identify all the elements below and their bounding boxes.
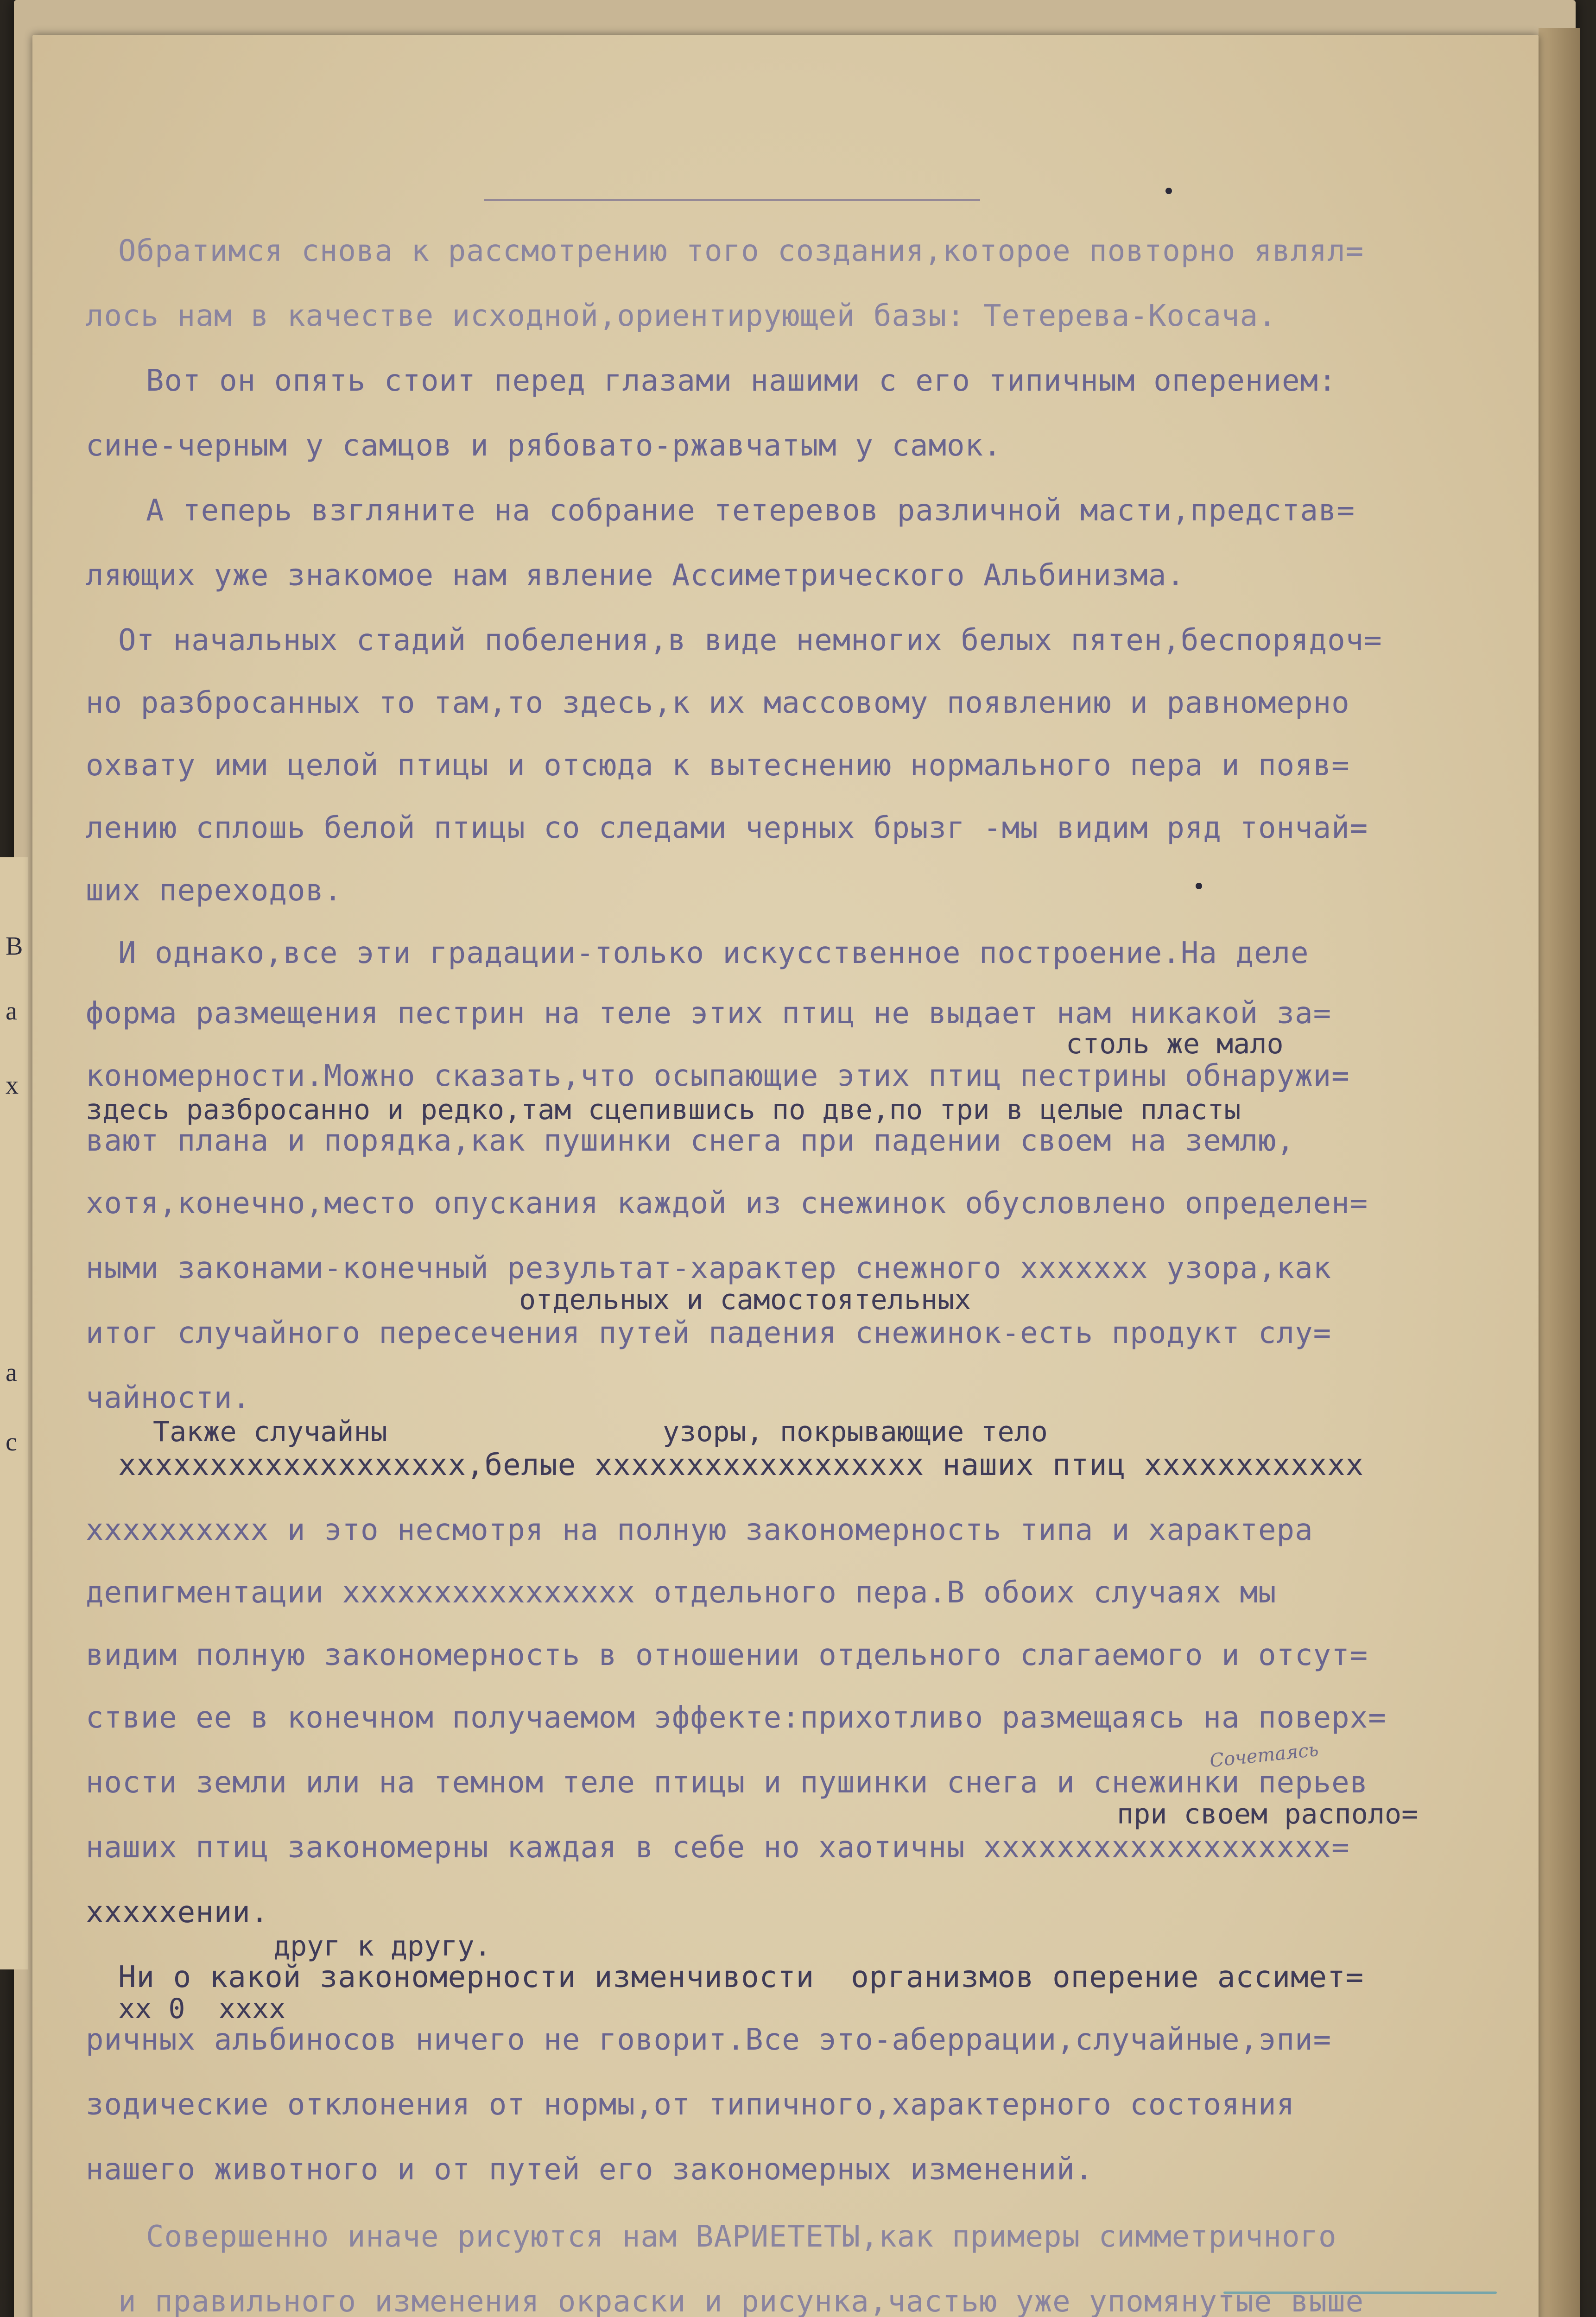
text-line: xxxxxении.	[86, 1895, 269, 1930]
text-line: нашего животного и от путей его закономерных изменений.	[86, 2152, 1094, 2187]
margin-mark: х	[6, 1071, 19, 1100]
text-line: Ни о какой закономерности изменчивости организмов оперение ассимет=	[118, 1960, 1364, 1994]
margin-mark: В	[6, 932, 23, 961]
text-line: xxxxxxxxxxxxxxxxxxx,белые xxxxxxxxxxxxxxxxxx наших птиц xxxxxxxxxxxx	[118, 1448, 1364, 1482]
text-line: ляющих уже знакомое нам явление Ассиметрического Альбинизма.	[86, 558, 1185, 593]
interlinear-insertion: Также случайны	[153, 1416, 387, 1448]
text-line: видим полную закономерность в отношении отдельного слагаемого и отсут=	[86, 1638, 1368, 1672]
margin-mark: а	[6, 1358, 17, 1387]
text-line: депигментации xxxxxxxxxxxxxxxx отдельного пера.В обоих случаях мы	[86, 1576, 1277, 1610]
margin-mark: а	[6, 997, 17, 1026]
text-line: наших птиц закономерны каждая в себе но хаотичны xxxxxxxxxxxxxxxxxxx=	[86, 1830, 1350, 1865]
interlinear-insertion: столь же мало	[1066, 1028, 1284, 1060]
text-line: ности земли или на темном теле птицы и пушинки снега и снежинки перьев	[86, 1766, 1368, 1800]
interlinear-insertion: отдельных и самостоятельных	[519, 1284, 971, 1316]
text-line: лению сплошь белой птицы со следами черных брызг -мы видим ряд тончай=	[86, 811, 1368, 845]
text-line: зодические отклонения от нормы,от типичного,характерного состояния	[86, 2088, 1295, 2122]
left-margin-fragment	[0, 857, 28, 1969]
text-line: кономерности.Можно сказать,что осыпающие этих птиц пестрины обнаружи=	[86, 1059, 1350, 1093]
interlinear-insertion: друг к другу.	[273, 1930, 491, 1962]
text-line: лось нам в качестве исходной,ориентирующей базы: Тетерева-Косача.	[86, 299, 1277, 333]
right-folder-edge	[1539, 28, 1580, 2317]
text-line: чайности.	[86, 1381, 251, 1415]
text-line: И однако,все эти градации-только искусственное построение.На деле	[118, 936, 1309, 970]
text-line: А теперь взгляните на собрание тетеревов различной масти,представ=	[146, 494, 1355, 528]
text-line: Вот он опять стоит перед глазами нашими с его типичным оперением:	[146, 364, 1337, 398]
interlinear-insertion: узоры, покрывающие тело	[663, 1416, 1048, 1448]
text-line: итог случайного пересечения путей падения снежинок-есть продукт слу=	[86, 1316, 1332, 1350]
text-line: хотя,конечно,место опускания каждой из снежинок обусловлено определен=	[86, 1186, 1368, 1221]
ink-spot	[1165, 188, 1172, 194]
text-line: охвату ими целой птицы и отсюда к вытеснению нормального пера и появ=	[86, 748, 1350, 783]
interlinear-insertion: здесь разбросанно и редко,там сцепившись по две,по три в целые пласты	[86, 1094, 1241, 1126]
text-line: ствие ее в конечном получаемом эффекте:прихотливо размещаясь на поверх=	[86, 1701, 1387, 1735]
text-line: Обратимся снова к рассмотрению того создания,которое повторно являл=	[118, 234, 1364, 268]
text-line: ными законами-конечный результат-характер снежного xxxxxxx узора,как	[86, 1251, 1332, 1285]
text-line: ричных альбиносов ничего не говорит.Все это-аберрации,случайные,эпи=	[86, 2023, 1332, 2057]
handwritten-note: Сочетаясь	[1209, 1739, 1320, 1772]
text-line: От начальных стадий побеления,в виде немногих белых пятен,беспорядоч=	[118, 623, 1382, 658]
margin-mark: с	[6, 1428, 17, 1456]
interlinear-insertion: при своем располо=	[1117, 1798, 1419, 1830]
text-line: форма размещения пестрин на теле этих птиц не выдает нам никакой за=	[86, 996, 1332, 1031]
heading-rule	[484, 199, 980, 201]
text-line: Совершенно иначе рисуются нам ВАРИЕТЕТЫ,как примеры симметричного	[146, 2220, 1337, 2254]
text-line: xxxxxxxxxx и это несмотря на полную закономерность типа и характера	[86, 1513, 1313, 1547]
text-line: но разбросанных то там,то здесь,к их массовому появлению и равномерно	[86, 686, 1350, 720]
text-line: ших переходов.	[86, 874, 342, 908]
typewritten-page	[32, 35, 1539, 2317]
text-line: и правильного изменения окраски и рисунка,частью уже упомянутые выше	[118, 2285, 1364, 2317]
text-line: сине-черным у самцов и рябовато-ржавчатым у самок.	[86, 429, 1002, 463]
interlinear-insertion: xx 0 xxxx	[118, 1993, 286, 2025]
ink-spot	[1196, 883, 1202, 889]
text-line: вают плана и порядка,как пушинки снега при падении своем на землю,	[86, 1124, 1295, 1158]
